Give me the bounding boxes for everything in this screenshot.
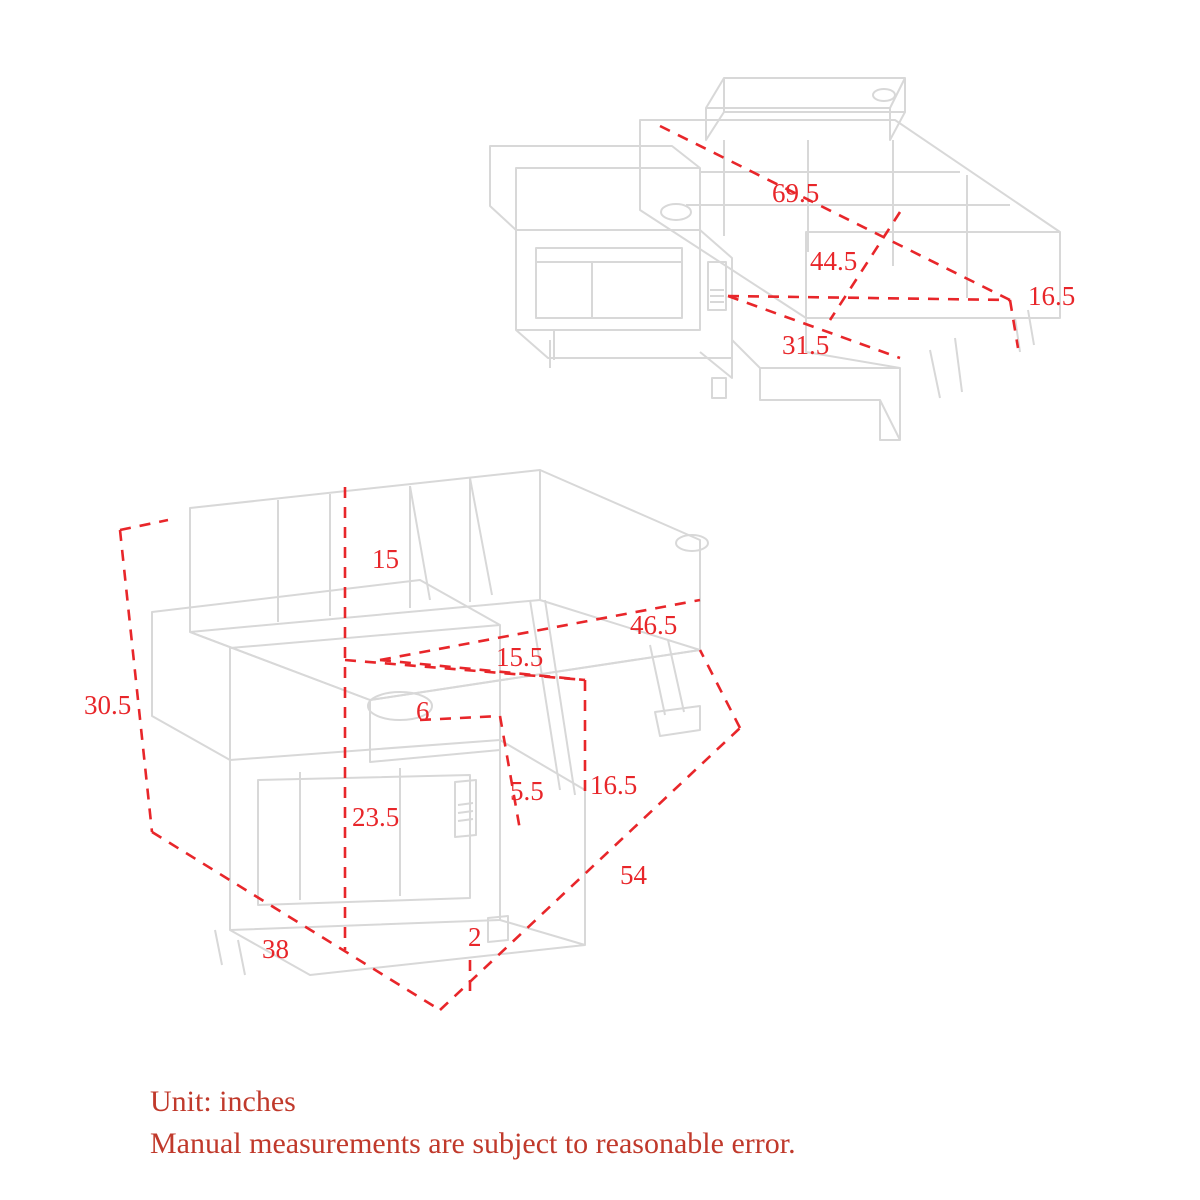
dim-54: 54 <box>620 860 647 890</box>
bottom-view-outlines <box>152 470 708 975</box>
dim-5-5: 5.5 <box>510 776 544 806</box>
dim-2: 2 <box>468 922 482 952</box>
unit-note: Unit: inches <box>150 1085 296 1118</box>
dim-44-5: 44.5 <box>810 246 858 276</box>
dim-15-5: 15.5 <box>496 642 544 672</box>
measurement-error-note: Manual measurements are subject to reasonable error. <box>150 1127 796 1160</box>
dim-6: 6 <box>416 696 430 726</box>
dimension-lines <box>120 126 1018 1010</box>
dim-38: 38 <box>262 934 289 964</box>
dim-46-5: 46.5 <box>630 610 678 640</box>
dim-69-5: 69.5 <box>772 178 820 208</box>
top-view-outlines <box>490 78 1060 440</box>
dim-15: 15 <box>372 544 399 574</box>
dim-23-5: 23.5 <box>352 802 400 832</box>
dim-30-5: 30.5 <box>84 690 132 720</box>
dim-16-5-bottom: 16.5 <box>590 770 638 800</box>
dim-16-5-top: 16.5 <box>1028 281 1076 311</box>
dim-31-5: 31.5 <box>782 330 830 360</box>
